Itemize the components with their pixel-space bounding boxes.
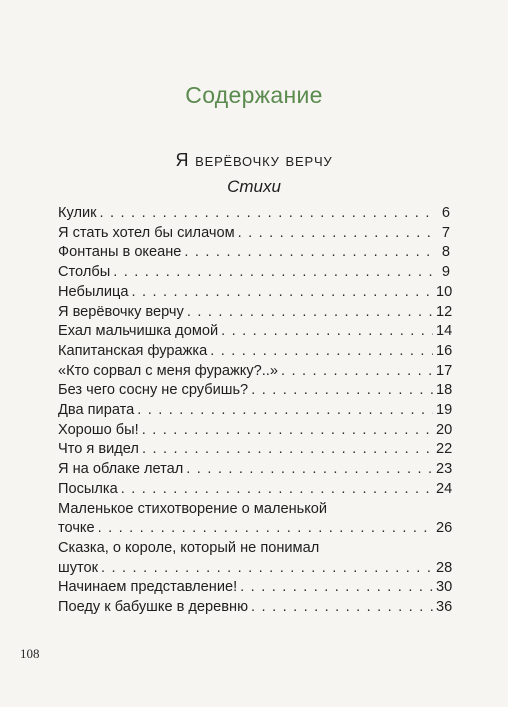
entry-page: 14 [436,323,453,340]
toc-entry [58,460,453,480]
entry-page: 26 [436,520,453,537]
entry-page: 28 [436,559,453,576]
section-subtitle: Стихи [227,177,281,196]
entry-page: 22 [436,441,453,458]
entry-title: Капитанская фуражка [58,342,208,359]
entry-title: Два пирата [58,402,135,419]
toc-entry [58,539,453,578]
toc-entry [58,342,453,362]
entry-title-line-1: Маленькое стихотворение о маленькой [58,500,328,517]
toc-entry [58,500,453,539]
entry-title: Начинаем представление! [58,579,238,596]
entry-page: 20 [436,421,453,438]
entry-page: 36 [436,599,453,616]
page-number: 108 [20,646,40,661]
entry-page: 18 [436,382,453,399]
toc-entry [58,362,453,382]
entry-page: 17 [436,362,453,379]
entry-title: Без чего сосну не срубишь? [58,382,249,399]
entry-title: Хорошо бы! [58,421,139,438]
toc-entry [58,204,450,224]
toc-entry [58,401,453,421]
toc-entry [58,421,453,441]
entry-page: 7 [441,224,450,241]
entry-page: 10 [436,283,453,300]
entry-title: Столбы [58,264,111,281]
entry-page: 23 [436,461,453,478]
entry-title: Я на облаке летал [58,461,184,478]
toc-entry [58,322,453,342]
toc-entry [58,598,453,618]
entry-title: Посылка [58,480,118,497]
toc-entry [58,263,450,283]
toc-entry [58,243,450,263]
entry-page: 6 [441,205,450,221]
contents-heading: Содержание [185,82,323,108]
entry-title: Я верёвочку верчу [58,303,184,320]
entry-title-line-2: точке [58,520,95,537]
toc-entry [58,381,453,401]
section-title: Я верёвочку верчу [175,150,333,170]
entry-title: Фонтаны в океане [58,244,182,261]
toc-entry [58,480,453,500]
toc-entry [58,440,453,460]
entry-title: Я стать хотел бы силачом [58,224,235,241]
entry-title-line-2: шуток [58,559,99,576]
entry-page: 19 [436,402,453,419]
entry-title-line-1: Сказка, о короле, который не понимал [58,539,320,556]
table-of-contents [58,204,453,618]
entry-title: Поеду к бабушке в деревню [58,599,249,616]
entry-title: Небылица [58,283,129,300]
entry-page: 24 [436,480,453,497]
toc-entry [58,578,453,598]
toc-entry [58,303,453,323]
entry-title: Кулик [58,205,97,221]
entry-page: 12 [436,303,453,320]
entry-page: 9 [441,264,450,281]
entry-title: «Кто сорвал с меня фуражку?..» [58,362,278,379]
toc-entry [58,283,453,303]
entry-page: 16 [436,342,453,359]
entry-page: 8 [441,244,450,261]
entry-title: Ехал мальчишка домой [58,323,219,340]
entry-title: Что я видел [58,441,139,458]
entry-page: 30 [436,579,453,596]
toc-entry [58,224,450,244]
